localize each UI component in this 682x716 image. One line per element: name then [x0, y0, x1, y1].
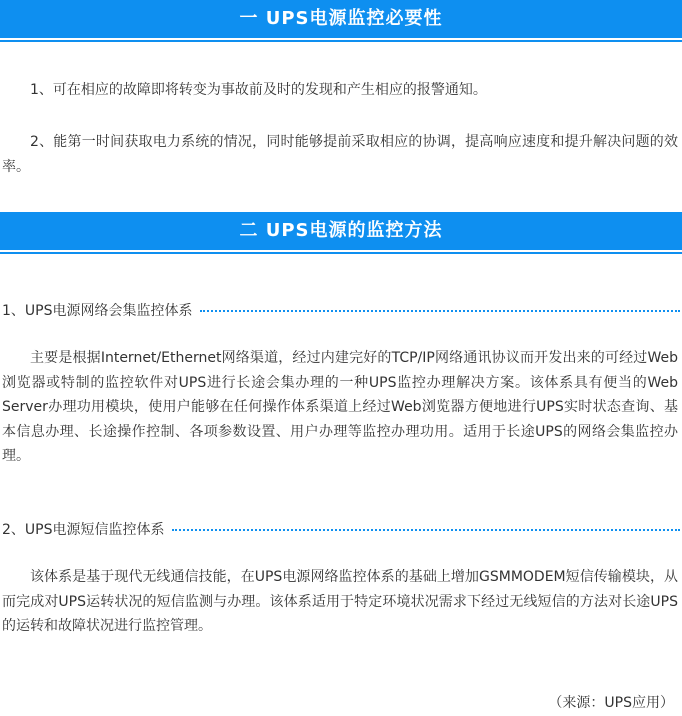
section-1-banner — [0, 0, 682, 38]
section-1-title: 一 UPS电源监控必要性 — [239, 8, 443, 29]
section-2-title: 二 UPS电源的监控方法 — [239, 220, 443, 241]
point-1: 1、可在相应的故障即将转变为事故前及时的发现和产生相应的报警通知。 — [30, 82, 487, 98]
subsection-2-body: 该体系是基于现代无线通信技能，在UPS电源网络监控体系的基础上增加GSMMODEM短信传输模块，从而完成对UPS运转状况的短信监测与办理。该体系适用于特定环境状况需求下经过无线短信的方法对长途UPS的运转和故障状况进行监控管理。 — [2, 569, 678, 634]
subsection-1-body: 主要是根据Internet/Ethernet网络渠道，经过内建完好的TCP/IP网络通讯协议而开发出来的可经过Web浏览器或特制的监控软件对UPS进行长途会集办理的一种UPS监控办理解决方案。该体系具有便当的Web Server办理功用模块，使用户能够在任何操作体系渠道上经过Web浏览器方便地进行UPS实时状态查询、基本信息办理、长途操作控制、各项参数设置、用户办理等监控办理功用。适用于长途UPS的网络会集监控办理。 — [2, 350, 678, 464]
subsection-1-heading-label: 1、UPS电源网络会集监控体系 — [2, 303, 193, 319]
dotted-divider — [172, 529, 680, 531]
subsection-2-heading — [2, 518, 680, 540]
section-2-banner — [0, 212, 682, 250]
subsection-2-heading-label: 2、UPS电源短信监控体系 — [2, 522, 165, 538]
point-2: 2、能第一时间获取电力系统的情况，同时能够提前采取相应的协调，提高响应速度和提升解决问题的效率。 — [2, 134, 678, 175]
source-note: （来源：UPS应用） — [548, 695, 674, 711]
dotted-divider — [200, 310, 680, 312]
subsection-1-heading — [2, 299, 680, 321]
